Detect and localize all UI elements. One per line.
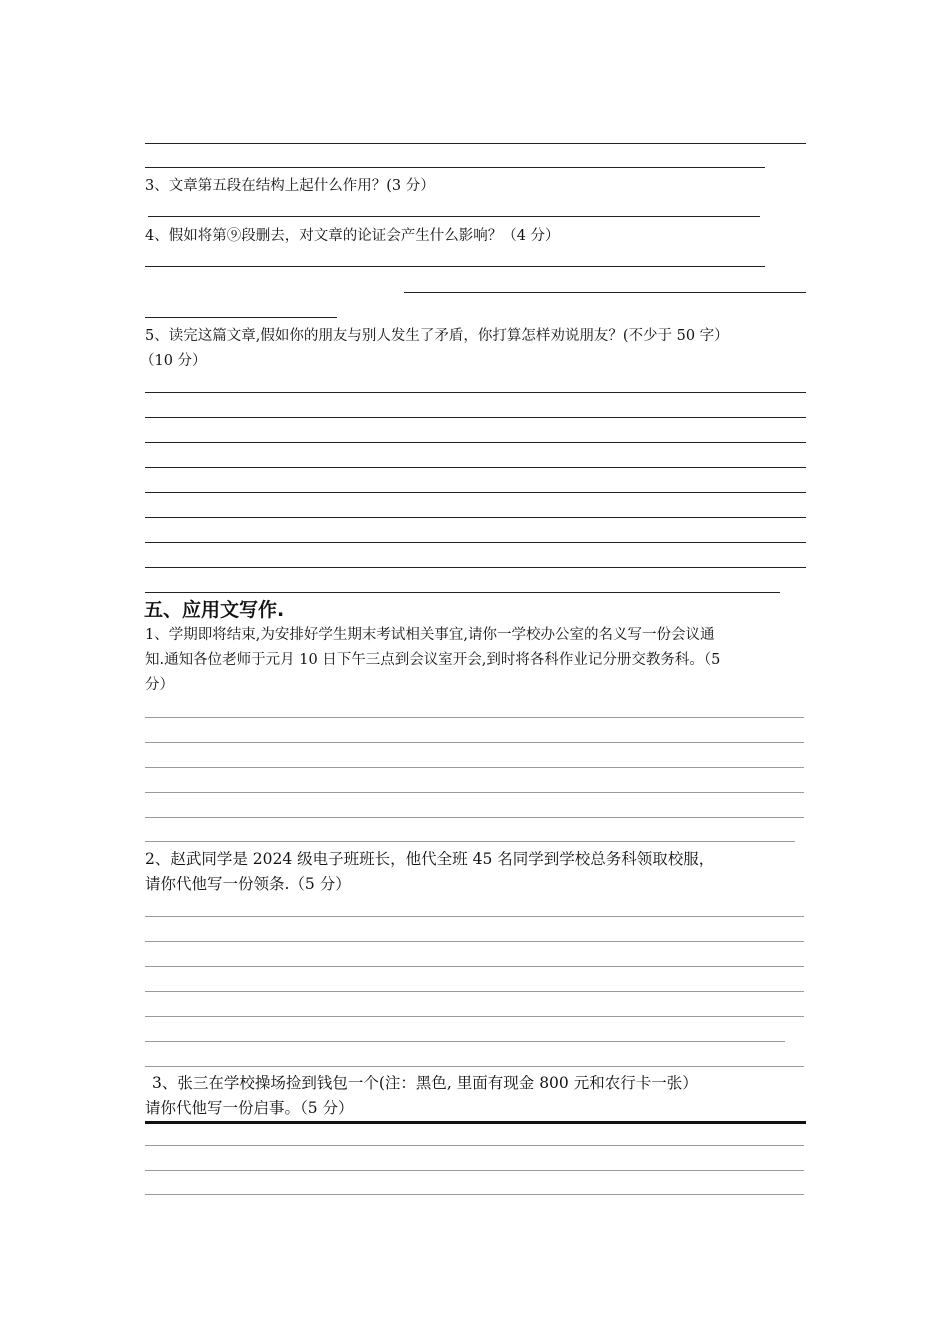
answer-line <box>145 966 804 967</box>
answer-line <box>145 916 804 917</box>
answer-line <box>145 1041 785 1042</box>
answer-line <box>145 567 806 568</box>
answer-line <box>145 792 804 793</box>
answer-line <box>145 143 806 144</box>
answer-line <box>145 1145 804 1146</box>
question-3: 3、文章第五段在结构上起什么作用？(3 分） <box>145 178 435 194</box>
task-1-line1: 1、学期即将结束,为安排好学生期末考试相关事宜,请你一学校办公室的名义写一份会议通 <box>145 627 715 643</box>
answer-line <box>145 492 806 493</box>
task-2-line1: 2、赵武同学是 2024 级电子班班长，他代全班 45 名同学到学校总务科领取校服， <box>145 850 715 868</box>
question-5-line2: （10 分） <box>140 353 207 369</box>
answer-line <box>404 292 806 293</box>
answer-line <box>145 317 337 318</box>
answer-line <box>145 742 804 743</box>
answer-line <box>145 1170 804 1171</box>
answer-line <box>145 392 806 393</box>
answer-line <box>145 592 780 593</box>
answer-line <box>145 442 806 443</box>
question-4: 4、假如将第⑨段删去，对文章的论证会产生什么影响？（4 分） <box>145 228 560 244</box>
answer-line <box>145 467 806 468</box>
section-title: 五、应用文写作. <box>144 599 285 621</box>
separator-line <box>145 1121 806 1124</box>
answer-line <box>145 717 804 718</box>
answer-line <box>145 1016 804 1017</box>
task-3-line2: 请你代他写一份启事。（5 分） <box>145 1099 354 1117</box>
answer-line <box>148 216 760 217</box>
task-3-line1: 3、张三在学校操场捡到钱包一个(注：黑色, 里面有现金 800 元和农行卡一张） <box>152 1074 698 1092</box>
answer-line <box>145 767 804 768</box>
answer-line <box>145 417 806 418</box>
answer-line <box>145 167 765 168</box>
answer-line <box>145 1194 804 1195</box>
question-5-line1: 5、读完这篇文章,假如你的朋友与别人发生了矛盾，你打算怎样劝说朋友？(不少于 50 字） <box>145 328 729 344</box>
answer-line <box>145 941 804 942</box>
task-1-line2: 知.通知各位老师于元月 10 日下午三点到会议室开会,到时将各科作业记分册交教务科。（5 <box>145 652 721 668</box>
answer-line <box>145 517 806 518</box>
task-1-line3: 分） <box>145 677 174 693</box>
task-2-line2: 请你代他写一份领条.（5 分） <box>145 875 351 893</box>
answer-line <box>145 266 765 267</box>
answer-line <box>145 841 795 842</box>
answer-line <box>145 817 804 818</box>
answer-line <box>145 1066 804 1067</box>
answer-line <box>145 991 804 992</box>
answer-line <box>145 542 806 543</box>
